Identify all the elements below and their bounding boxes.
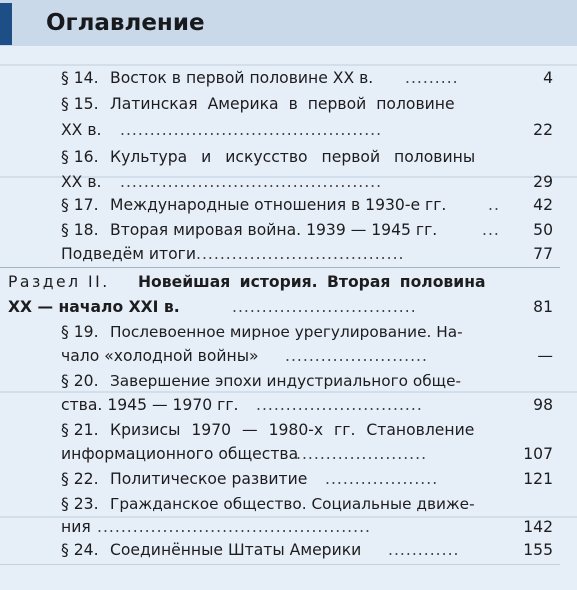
- entry-number: § 23.: [61, 495, 99, 513]
- entry-number: § 24.: [61, 541, 99, 559]
- entry-page: 81: [533, 298, 553, 316]
- entry-page: 121: [523, 470, 553, 488]
- entry-title: Гражданское общество. Социальные движе-: [110, 495, 475, 513]
- entry-number: § 16.: [61, 148, 99, 166]
- entry-number: § 18.: [61, 221, 99, 239]
- entry-number: § 14.: [61, 69, 99, 87]
- entry-title: Соединённые Штаты Америки: [110, 541, 362, 559]
- section-title: Новейшая история. Вторая половина: [138, 273, 486, 291]
- entry-title: Подведём итоги: [61, 245, 197, 263]
- entry-page: 98: [533, 396, 553, 414]
- entry-number: § 17.: [61, 196, 99, 214]
- entry-title: Послевоенное мирное урегулирование. На-: [110, 323, 463, 341]
- entry-title: Международные отношения в 1930-е гг.: [110, 196, 447, 214]
- entry-page: 22: [533, 121, 553, 139]
- bottom-divider: [0, 564, 560, 565]
- toc-header: [0, 0, 577, 46]
- entry-page: 29: [533, 173, 553, 191]
- toc-page: § 14. Восток в первой половине XX в. ......... 4 § 15. Латинская Америка в первой половине XX в. ............................................ 22 § 16. Культура и искусство первой половины XX в. ............................................ 29 § 17. Международные отношения в 1930-е гг. .. 42 § 18. Вторая мировая война. 1939 — 1945 гг. ... 50 Подведём итоги ................................... 77 Раздел II. Новейшая история. Вторая половина XX — начало XXI в. ............................... 81 § 19. Послевоенное мирное урегулирование. На- чало «холодной войны» ........................ — § 20. Завершение эпохи индустриального обще- ства. 1945 — 1970 гг. ............................ 98 § 21. Кризисы 1970 — 1980-х гг. Становление информационного общества ...................... 107 § 22. Политическое развитие ................... 121 § 23. Гражданское общество. Социальные движе- ния .............................................. 142 § 24. Соединённые Штаты Америки ............ 155: [0, 46, 577, 590]
- entry-title-cont: чало «холодной войны»: [61, 347, 259, 365]
- section-number: Раздел II.: [8, 273, 110, 291]
- entry-title-cont: информационного общества: [61, 445, 299, 463]
- entry-page: 107: [523, 445, 553, 463]
- entry-page: 155: [523, 541, 553, 559]
- header-accent-tab: [0, 3, 12, 45]
- bleed-line: [0, 64, 577, 66]
- page-title: Оглавление: [46, 10, 205, 36]
- entry-title: Восток в первой половине XX в.: [110, 69, 374, 87]
- entry-title: Вторая мировая война. 1939 — 1945 гг.: [110, 221, 438, 239]
- bleed-line: [0, 391, 577, 393]
- entry-page: 42: [533, 196, 553, 214]
- entry-title: Культура и искусство первой половины: [110, 148, 476, 166]
- entry-title-cont: ния: [61, 518, 91, 536]
- section-divider: [0, 267, 560, 268]
- entry-number: § 20.: [61, 372, 99, 390]
- entry-page: 4: [543, 69, 553, 87]
- entry-title: Кризисы 1970 — 1980-х гг. Становление: [110, 421, 475, 439]
- entry-title: Завершение эпохи индустриального обще-: [110, 372, 462, 390]
- entry-title: Политическое развитие: [110, 470, 308, 488]
- entry-page: 142: [523, 518, 553, 536]
- entry-title-cont: XX в.: [61, 173, 102, 191]
- entry-page: 77: [533, 245, 553, 263]
- entry-page: —: [537, 347, 553, 365]
- entry-number: § 15.: [61, 95, 99, 113]
- entry-title-cont: XX в.: [61, 121, 102, 139]
- section-title-cont: XX — начало XXI в.: [8, 298, 180, 316]
- entry-title-cont: ства. 1945 — 1970 гг.: [61, 396, 239, 414]
- entry-page: 50: [533, 221, 553, 239]
- entry-number: § 19.: [61, 323, 99, 341]
- entry-number: § 22.: [61, 470, 99, 488]
- entry-title: Латинская Америка в первой половине: [110, 95, 455, 113]
- entry-number: § 21.: [61, 421, 99, 439]
